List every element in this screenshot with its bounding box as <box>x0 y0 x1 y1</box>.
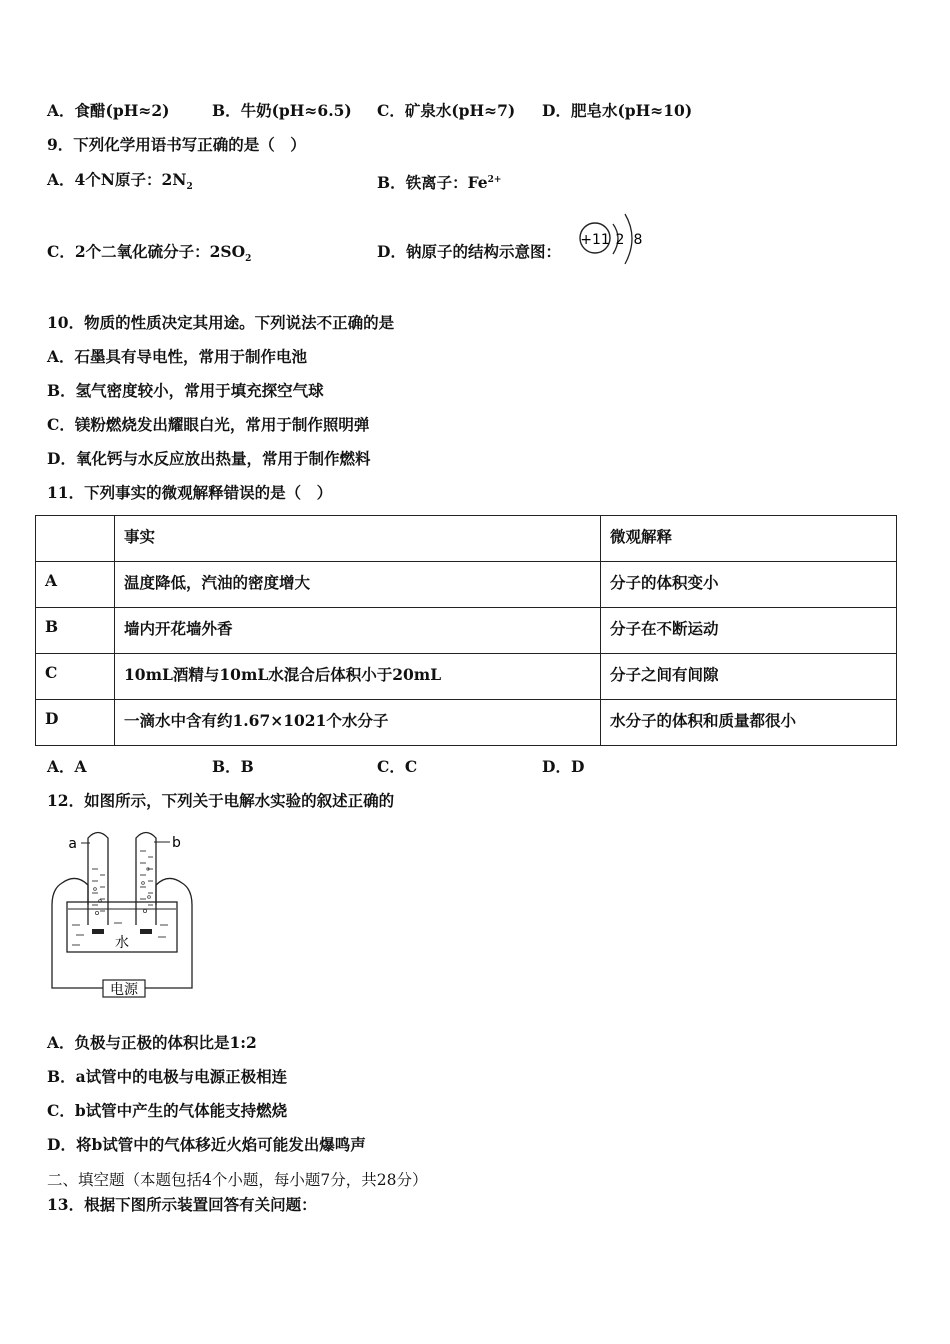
table-row <box>36 608 897 654</box>
q9-option-b-text: B．铁离子：Fe <box>377 173 488 193</box>
wire-right <box>145 878 192 988</box>
q9-option-a-text: A．4个N原子：2N <box>47 170 187 189</box>
table-cell: 墙内开花墙外香 <box>115 608 601 654</box>
table-cell: 分子在不断运动 <box>601 608 897 654</box>
table-cell: 分子的体积变小 <box>601 562 897 608</box>
section-2-title: 二、填空题（本题包括4个小题，每小题7分，共28分） <box>47 1171 428 1189</box>
test-tube-b <box>136 833 156 926</box>
q12-option-c: C．b试管中产生的气体能支持燃烧 <box>47 1101 288 1120</box>
table-cell: 分子之间有间隙 <box>601 654 897 700</box>
nucleus-charge: +11 <box>580 232 610 248</box>
q9-option-b-sup: 2+ <box>487 175 502 185</box>
q12-option-a: A．负极与正极的体积比是1:2 <box>47 1033 257 1052</box>
electrode-a <box>92 929 104 934</box>
table-header-cell: 事实 <box>115 516 601 562</box>
label-a: a <box>68 836 77 852</box>
shell-arc-2 <box>625 214 632 264</box>
table-cell: 一滴水中含有约1.67×1021个水分子 <box>115 700 601 746</box>
electrolysis-apparatus-diagram <box>48 825 198 1001</box>
q10-option-d: D．氧化钙与水反应放出热量，常用于制作燃料 <box>47 449 371 468</box>
shell-2-count: 8 <box>633 232 643 248</box>
q11-option-c: C．C <box>377 757 418 776</box>
table-row <box>36 700 897 746</box>
q13-stem: 13．根据下图所示装置回答有关问题： <box>47 1195 317 1214</box>
table-cell: B <box>36 608 115 654</box>
table-cell: C <box>36 654 115 700</box>
label-b: b <box>172 835 181 851</box>
q8-option-c: C．矿泉水(pH≈7) <box>377 101 516 120</box>
q8-option-d: D．肥皂水(pH≈10) <box>542 101 693 120</box>
q9-option-c-text: C．2个二氧化硫分子：2SO <box>47 242 246 261</box>
q12-stem: 12．如图所示，下列关于电解水实验的叙述正确的 <box>47 791 395 810</box>
tube-b-water-dashes <box>140 851 153 905</box>
table-header-row <box>36 516 897 562</box>
table-cell: A <box>36 562 115 608</box>
q11-option-d: D．D <box>542 757 585 776</box>
q9-option-c <box>47 242 251 269</box>
table-cell: 温度降低，汽油的密度增大 <box>115 562 601 608</box>
q9-stem: 9．下列化学用语书写正确的是（ ） <box>47 135 306 154</box>
q12-option-d: D．将b试管中的气体移近火焰可能发出爆鸣声 <box>47 1135 366 1154</box>
sodium-atom-diagram <box>575 204 655 278</box>
power-supply-label: 电源 <box>110 982 138 998</box>
q10-option-c: C．镁粉燃烧发出耀眼白光，常用于制作照明弹 <box>47 415 370 434</box>
q11-option-b: B．B <box>212 757 254 776</box>
table-cell: D <box>36 700 115 746</box>
water-label: 水 <box>115 935 129 951</box>
q9-option-d: D．钠原子的结构示意图： <box>377 242 561 261</box>
table-row <box>36 654 897 700</box>
q9-option-c-sub: 2 <box>245 254 252 265</box>
table-header-cell <box>36 516 115 562</box>
table-row <box>36 562 897 608</box>
q9-option-b <box>377 170 501 193</box>
electrode-b <box>140 929 152 934</box>
q11-option-a: A．A <box>47 757 87 776</box>
q9-option-a <box>47 170 193 197</box>
q9-option-a-sub: 2 <box>186 182 193 193</box>
q8-option-a: A．食醋(pH≈2) <box>47 101 170 120</box>
q8-option-b: B．牛奶(pH≈6.5) <box>212 101 352 120</box>
table-header-cell: 微观解释 <box>601 516 897 562</box>
q10-option-a: A．石墨具有导电性，常用于制作电池 <box>47 347 308 366</box>
q10-stem: 10．物质的性质决定其用途。下列说法不正确的是 <box>47 313 395 332</box>
q10-option-b: B．氢气密度较小，常用于填充探空气球 <box>47 381 324 400</box>
q11-table <box>35 515 897 746</box>
table-cell: 10mL酒精与10mL水混合后体积小于20mL <box>115 654 601 700</box>
table-cell: 水分子的体积和质量都很小 <box>601 700 897 746</box>
shell-1-count: 2 <box>615 232 625 248</box>
q12-option-b: B．a试管中的电极与电源正极相连 <box>47 1067 288 1086</box>
q11-stem: 11．下列事实的微观解释错误的是（ ） <box>47 483 333 502</box>
